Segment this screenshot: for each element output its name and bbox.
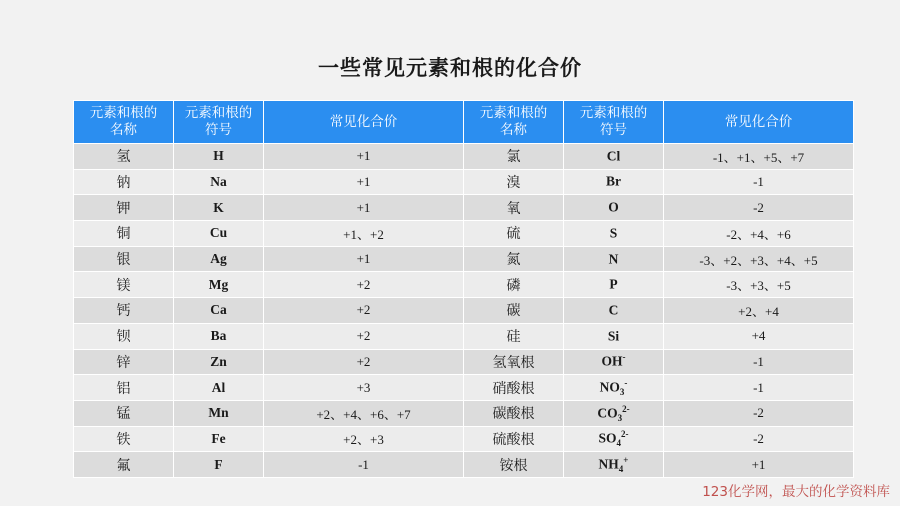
- element-symbol-cell: Si: [564, 323, 664, 349]
- element-name-cell: 氧: [464, 195, 564, 221]
- element-name-cell: 氮: [464, 246, 564, 272]
- element-symbol-cell: $NH_4^+$: [564, 452, 664, 478]
- element-symbol-cell: Mn: [174, 400, 264, 426]
- element-name-cell: 硫: [464, 221, 564, 247]
- element-symbol-cell: Na: [174, 169, 264, 195]
- valence-cell: +2: [264, 272, 464, 298]
- header-symbol-right: 元素和根的 符号: [564, 101, 664, 144]
- element-name-cell: 钠: [74, 169, 174, 195]
- header-symbol-left: 元素和根的 符号: [174, 101, 264, 144]
- valence-cell: +2: [264, 349, 464, 375]
- element-name-cell: 氯: [464, 144, 564, 170]
- element-name-cell: 碳酸根: [464, 400, 564, 426]
- valence-cell: +1: [664, 452, 854, 478]
- table-row: [74, 400, 854, 426]
- valence-cell: +3: [264, 375, 464, 401]
- element-name-cell: 磷: [464, 272, 564, 298]
- element-name-cell: 钾: [74, 195, 174, 221]
- table-row: [74, 144, 854, 170]
- element-name-cell: 铁: [74, 426, 174, 452]
- table-row: [74, 452, 854, 478]
- element-symbol-cell: Mg: [174, 272, 264, 298]
- element-symbol-cell: N: [564, 246, 664, 272]
- element-symbol-cell: K: [174, 195, 264, 221]
- valence-cell: -1: [664, 375, 854, 401]
- element-name-cell: 氢: [74, 144, 174, 170]
- valence-cell: +4: [664, 323, 854, 349]
- element-symbol-cell: P: [564, 272, 664, 298]
- element-symbol-cell: $NO_3^-$: [564, 375, 664, 401]
- table-row: [74, 169, 854, 195]
- table-row: [74, 195, 854, 221]
- element-name-cell: 硅: [464, 323, 564, 349]
- element-symbol-cell: F: [174, 452, 264, 478]
- valence-cell: +1: [264, 169, 464, 195]
- element-symbol-cell: Fe: [174, 426, 264, 452]
- valence-cell: +2: [264, 323, 464, 349]
- table-row: [74, 349, 854, 375]
- element-name-cell: 碳: [464, 298, 564, 324]
- element-name-cell: 钡: [74, 323, 174, 349]
- valence-cell: +1、+2: [264, 221, 464, 247]
- element-name-cell: 钙: [74, 298, 174, 324]
- element-name-cell: 硫酸根: [464, 426, 564, 452]
- element-name-cell: 溴: [464, 169, 564, 195]
- element-symbol-cell: OH-: [564, 349, 664, 375]
- watermark-text: 123化学网，最大的化学资料库: [702, 484, 890, 500]
- element-symbol-cell: Cl: [564, 144, 664, 170]
- element-symbol-cell: Ag: [174, 246, 264, 272]
- table-row: [74, 323, 854, 349]
- valence-cell: +1: [264, 246, 464, 272]
- element-name-cell: 氢氧根: [464, 349, 564, 375]
- element-name-cell: 氟: [74, 452, 174, 478]
- element-symbol-cell: Cu: [174, 221, 264, 247]
- valence-cell: -3、+3、+5: [664, 272, 854, 298]
- element-symbol-cell: $SO_4^{2-}$: [564, 426, 664, 452]
- element-symbol-cell: S: [564, 221, 664, 247]
- table-row: [74, 298, 854, 324]
- element-name-cell: 铝: [74, 375, 174, 401]
- element-symbol-cell: Ca: [174, 298, 264, 324]
- header-name-left: 元素和根的 名称: [74, 101, 174, 144]
- element-name-cell: 镁: [74, 272, 174, 298]
- table-row: [74, 375, 854, 401]
- valence-cell: +1: [264, 195, 464, 221]
- valence-cell: +2、+4: [664, 298, 854, 324]
- element-symbol-cell: O: [564, 195, 664, 221]
- element-name-cell: 锌: [74, 349, 174, 375]
- element-name-cell: 银: [74, 246, 174, 272]
- element-name-cell: 铜: [74, 221, 174, 247]
- element-symbol-cell: Al: [174, 375, 264, 401]
- header-name-right: 元素和根的 名称: [464, 101, 564, 144]
- valence-cell: +2: [264, 298, 464, 324]
- valence-cell: -1: [664, 349, 854, 375]
- valence-cell: -2、+4、+6: [664, 221, 854, 247]
- valence-cell: -3、+2、+3、+4、+5: [664, 246, 854, 272]
- header-valence-right: 常见化合价: [664, 101, 854, 144]
- header-valence-left: 常见化合价: [264, 101, 464, 144]
- valence-cell: +2、+4、+6、+7: [264, 400, 464, 426]
- element-symbol-cell: $CO_3^{2-}$: [564, 400, 664, 426]
- valence-cell: -1: [664, 169, 854, 195]
- element-name-cell: 硝酸根: [464, 375, 564, 401]
- table-row: [74, 426, 854, 452]
- page-title: 一些常见元素和根的化合价: [318, 56, 582, 80]
- table-row: [74, 221, 854, 247]
- table-row: [74, 246, 854, 272]
- element-symbol-cell: H: [174, 144, 264, 170]
- element-name-cell: 锰: [74, 400, 174, 426]
- valence-cell: +2、+3: [264, 426, 464, 452]
- valence-cell: -2: [664, 400, 854, 426]
- element-symbol-cell: C: [564, 298, 664, 324]
- element-name-cell: 铵根: [464, 452, 564, 478]
- valence-cell: -2: [664, 426, 854, 452]
- valence-cell: +1: [264, 144, 464, 170]
- table-row: [74, 272, 854, 298]
- element-symbol-cell: Br: [564, 169, 664, 195]
- table-header-row: [74, 101, 854, 144]
- element-symbol-cell: Zn: [174, 349, 264, 375]
- valence-cell: -1: [264, 452, 464, 478]
- valence-table: [73, 100, 854, 478]
- valence-cell: -2: [664, 195, 854, 221]
- element-symbol-cell: Ba: [174, 323, 264, 349]
- valence-cell: -1、+1、+5、+7: [664, 144, 854, 170]
